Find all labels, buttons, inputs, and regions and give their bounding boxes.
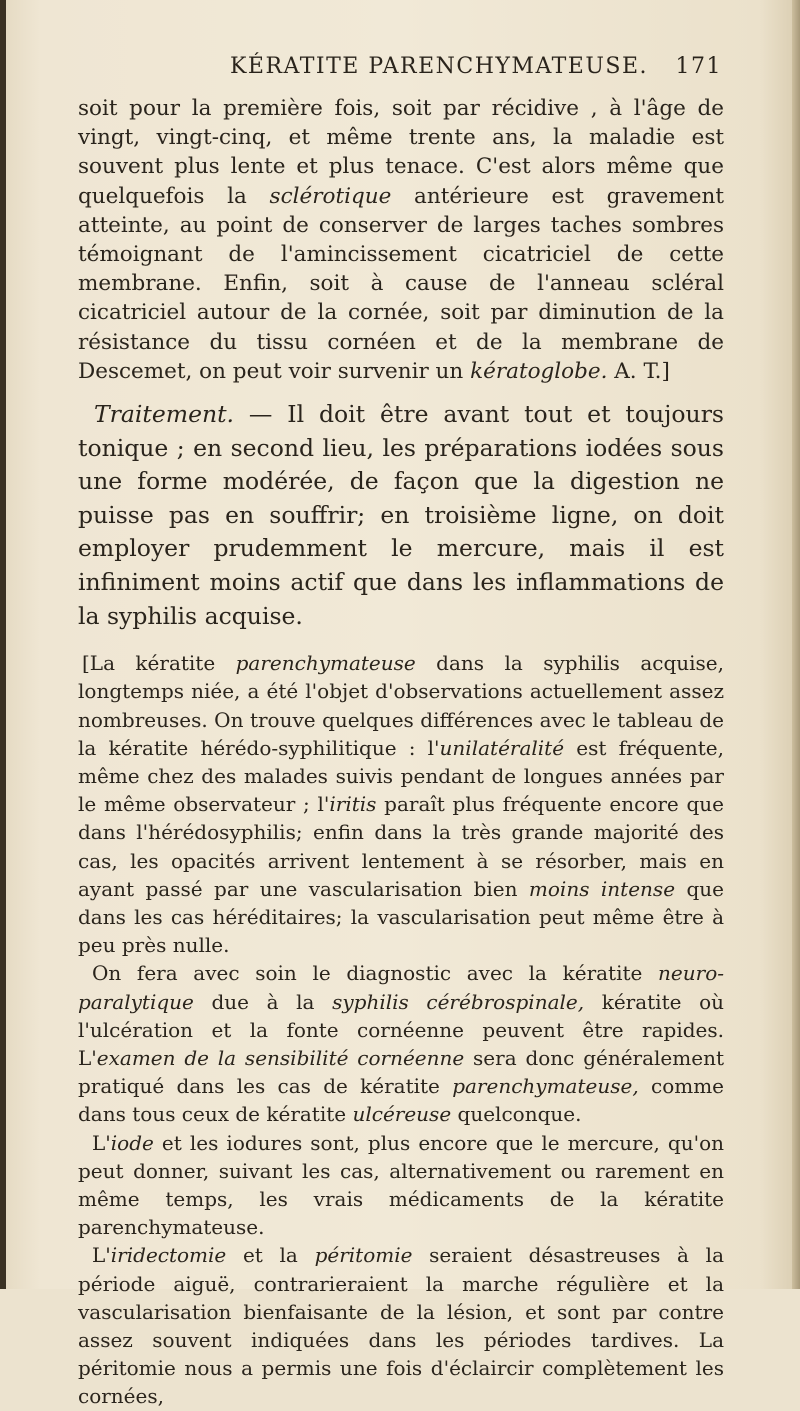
- paragraph-traitement: Traitement. — Il doit être avant tout et toujours tonique ; en second lieu, les préparations iodées sous une forme modérée, de façon que la digestion ne puisse pas en souffrir; en troisième ligne, on doit employer prudemment le mercure, mais il est infiniment moins actif que dans les inflammations de la syphilis acquise.: [78, 400, 724, 630]
- binding-edge: [0, 0, 6, 1289]
- page-number: 171: [675, 54, 722, 79]
- italic-term: péritomie: [314, 1243, 413, 1268]
- paragraph-note: [La kératite parenchymateuse dans la syphilis acquise, longtemps niée, a été l'objet d'observations actuellement assez nombreuses. On trouve quelques différences avec le tableau de la kératite hérédo-syphilitique : l'unilatéralité est fréquente, même chez des malades suivis pendant de longues années par le même observateur ; l'iritis paraît plus fréquente encore que dans l'hérédosyphilis; enfin dans la très grande majorité des cas, les opacités arrivent lentement à se résorber, mais en ayant passé par une vascularisation bien moins intense que dans les cas héréditaires; la vascularisation peut même être à peu près nulle.: [78, 651, 725, 958]
- italic-term: moins intense: [528, 876, 676, 901]
- italic-term: unilatéralité: [439, 735, 565, 760]
- page-edge: [792, 0, 800, 1289]
- italic-term: parenchymateuse,: [452, 1074, 639, 1099]
- italic-term: neuro-paralytique: [78, 961, 724, 1014]
- italic-term: iritis: [329, 792, 377, 817]
- italic-term: ulcéreuse: [352, 1102, 452, 1127]
- paragraph-iode: L'iode et les iodures sont, plus encore que le mercure, qu'on peut donner, suivant les cas, alternativement ou rarement en même temps, les vrais médicaments de la kératite parenchymateuse.: [78, 1130, 724, 1240]
- italic-term: syphilis cérébrospinale,: [332, 989, 585, 1014]
- paragraph-iridectomie: L'iridectomie et la péritomie seraient désastreuses à la période aiguë, contrarieraient la marche régulière et la vascularisation bienfaisante de la lésion, et sont par contre assez souvent indiquées dans les périodes tardives. La péritomie nous a permis une fois d'éclaircir complètement les cornées,: [78, 1243, 724, 1409]
- running-head: [80, 54, 722, 84]
- body-text: [78, 94, 724, 1411]
- running-title: KÉRATITE PARENCHYMATEUSE.: [230, 54, 649, 79]
- italic-term: parenchymateuse: [235, 651, 416, 676]
- italic-term: iode: [110, 1130, 154, 1155]
- paragraph-diagnostic: On fera avec soin le diagnostic avec la kératite neuro-paralytique due à la syphilis cérébrospinale, kératite où l'ulcération et la fonte cornéenne peuvent être rapides. L'examen de la sensibilité cornéenne sera donc généralement pratiqué dans les cas de kératite parenchymateuse, comme dans tous ceux de kératite ulcéreuse quelconque.: [78, 961, 724, 1127]
- paragraph-continuation: soit pour la première fois, soit par récidive , à l'âge de vingt, vingt-cinq, et même trente ans, la maladie est souvent plus lente et plus tenace. C'est alors même que quelquefois la sclérotique antérieure est gravement atteinte, au point de conserver de larges taches sombres témoignant de l'amincissement cicatriciel de cette membrane. Enfin, soit à cause de l'anneau scléral cicatriciel autour de la cornée, soit par diminution de la résistance du tissu cornéen et de la membrane de Descemet, on peut voir survenir un kératoglobe. A. T.]: [78, 96, 725, 384]
- italic-term: iridectomie: [110, 1243, 227, 1268]
- section-heading: Traitement.: [94, 400, 235, 429]
- italic-term: sclérotique: [269, 183, 392, 209]
- italic-term: examen de la sensibilité cornéenne: [96, 1046, 465, 1071]
- italic-term: kératoglobe.: [470, 358, 608, 384]
